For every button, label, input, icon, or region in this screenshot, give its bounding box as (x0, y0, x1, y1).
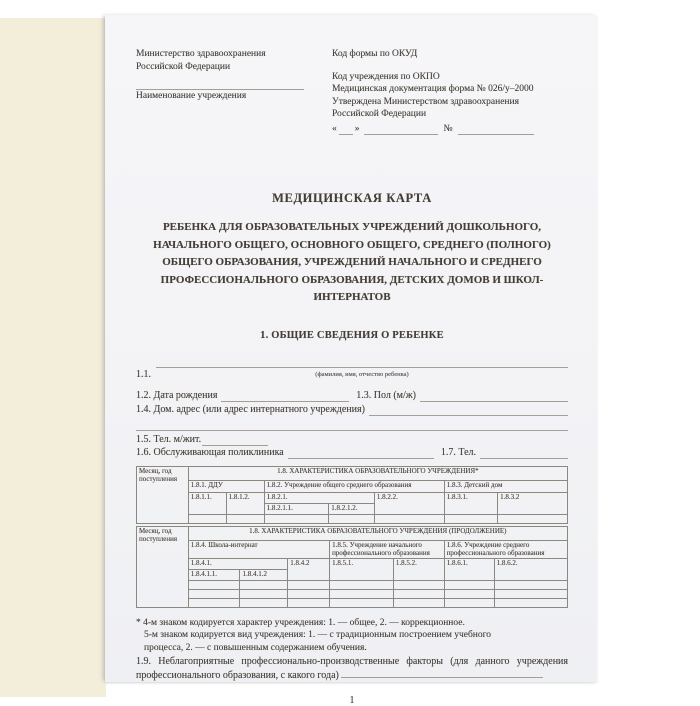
open-quote: « (332, 123, 337, 134)
empty-cell (188, 589, 240, 598)
cover-page-edge (0, 18, 106, 697)
approved-line2: Российской Федерации (332, 109, 427, 119)
table1-left-label: Месяц, год поступления (137, 466, 189, 523)
field-1-7-label: 1.7. Тел. (440, 446, 476, 458)
field-1-6-label: 1.6. Обслуживающая поликлиника (136, 446, 284, 458)
table2-header: 1.8. ХАРАКТЕРИСТИКА ОБРАЗОВАТЕЛЬНОГО УЧРЕЖДЕНИЯ (ПРОДОЛЖЕНИЕ) (188, 526, 567, 540)
code-cell: 1.8.5.1. (330, 558, 394, 580)
page-number: 1 (349, 695, 355, 706)
field-1-1-line-wrap (156, 356, 568, 381)
empty-cell (188, 580, 240, 589)
code-cell: 1.8.3.1. (444, 492, 497, 514)
empty-cell (240, 580, 288, 589)
empty-cell (226, 514, 264, 523)
empty-cell (393, 598, 444, 607)
field-1-4-line (369, 404, 568, 416)
empty-cell (288, 598, 330, 607)
empty-cell (288, 589, 330, 598)
header-right-block (332, 48, 568, 135)
okud-code-label: Код формы по ОКУД (332, 49, 418, 59)
field-1-1-caption: (фамилия, имя, отчество ребенка) (315, 370, 409, 378)
empty-cell (393, 589, 444, 598)
field-1-5-label: 1.5. Тел. м/жит. (136, 433, 202, 445)
doc-form-number: Медицинская документация форма № 026/у–2000 (332, 84, 534, 94)
table1-header: 1.8. ХАРАКТЕРИСТИКА ОБРАЗОВАТЕЛЬНОГО УЧРЕЖДЕНИЯ* (188, 466, 567, 480)
table2-group-boarding: 1.8.4. Школа-интернат (188, 540, 329, 558)
code-cell: 1.8.3.2 (498, 492, 568, 514)
empty-cell (330, 589, 394, 598)
empty-cell (498, 514, 568, 523)
table2-group-secondary-prof: 1.8.6. Учреждение среднего профессионального образования (444, 540, 567, 558)
number-sign: № (443, 123, 453, 134)
empty-cell (188, 598, 240, 607)
table2-left-label: Месяц, год поступления (137, 526, 189, 607)
institution-table-2 (136, 526, 568, 608)
number-blank-line (458, 124, 534, 135)
empty-cell (264, 514, 329, 523)
institution-table-1 (136, 466, 568, 524)
close-quote: » (354, 123, 360, 134)
field-row-1-2-1-3 (136, 390, 568, 402)
institution-name-line (136, 78, 304, 90)
table2-group-primary-prof: 1.8.5. Учреждение начального профессионального образования (330, 540, 445, 558)
field-1-1-line (156, 356, 568, 368)
field-1-7-line (480, 447, 568, 459)
empty-cell (288, 580, 330, 589)
field-1-5-line (202, 434, 268, 446)
section-1-heading: 1. ОБЩИЕ СВЕДЕНИЯ О РЕБЕНКЕ (260, 329, 444, 341)
field-1-9 (136, 655, 568, 682)
field-row-1-6-1-7 (136, 447, 568, 459)
empty-cell (240, 598, 288, 607)
okpo-code-label: Код учреждения по ОКПО (332, 71, 440, 82)
empty-cell (444, 580, 494, 589)
empty-cell (374, 514, 444, 523)
field-1-1-label: 1.1. (136, 368, 151, 380)
day-blank-line (339, 124, 353, 135)
form-page (105, 15, 597, 706)
code-cell: 1.8.4.2 (288, 558, 330, 580)
code-cell: 1.8.2.1.1. (264, 503, 329, 514)
empty-cell (494, 589, 567, 598)
code-cell: 1.8.5.2. (393, 558, 444, 580)
empty-cell (330, 598, 394, 607)
document-title: МЕДИЦИНСКАЯ КАРТА (272, 191, 432, 205)
month-blank-line (364, 124, 438, 135)
form-content (105, 15, 597, 706)
field-1-2-line (221, 390, 349, 402)
empty-cell (444, 514, 497, 523)
code-cell: 1.8.2.1.2. (329, 503, 375, 514)
footnote-block (136, 617, 568, 655)
field-1-9-label: 1.9. Неблагоприятные профессионально-производственные факторы (для данного учреждения профессионального образования, с какого года) (136, 656, 568, 681)
field-1-3-label: 1.3. Пол (м/ж) (356, 389, 416, 401)
institution-name-caption: Наименование учреждения (136, 91, 247, 101)
code-cell: 1.8.6.2. (494, 558, 567, 580)
field-1-6-line (288, 447, 434, 459)
empty-cell (494, 598, 567, 607)
code-cell: 1.8.4.1. (188, 558, 288, 569)
footnote-line1: * 4-м знаком кодируется характер учреждения: 1. — общее, 2. — коррекционное. (136, 617, 465, 628)
approval-date-line (332, 123, 568, 136)
form-header (136, 48, 568, 135)
field-1-4-continuation-line (136, 417, 568, 431)
code-cell: 1.8.4.1.1. (188, 569, 240, 580)
code-cell: 1.8.6.1. (444, 558, 494, 580)
field-row-1-4 (136, 404, 568, 416)
empty-cell (330, 580, 394, 589)
field-1-3-line (420, 390, 568, 402)
empty-cell (494, 580, 567, 589)
table1-group-orphanage: 1.8.3. Детский дом (444, 480, 567, 492)
code-cell: 1.8.2.1. (264, 492, 374, 503)
document-subtitle: РЕБЕНКА ДЛЯ ОБРАЗОВАТЕЛЬНЫХ УЧРЕЖДЕНИЙ ДОШКОЛЬНОГО, НАЧАЛЬНОГО ОБЩЕГО, ОСНОВНОГО ОБЩЕГО, СРЕДНЕГО (ПОЛНОГО) ОБЩЕГО ОБРАЗОВАНИЯ, УЧРЕЖДЕНИЙ НАЧАЛЬНОГО И СРЕДНЕГО ПРОФЕССИОНАЛЬНОГО ОБРАЗОВАНИЯ, ДЕТСКИХ ДОМОВ И ШКОЛ-ИНТЕРНАТОВ (153, 221, 551, 303)
empty-cell (240, 589, 288, 598)
code-cell: 1.8.2.2. (374, 492, 444, 514)
code-cell: 1.8.4.1.2 (240, 569, 288, 580)
approved-line1: Утверждена Министерством здравоохранения (332, 96, 519, 107)
code-cell: 1.8.1.1. (188, 492, 226, 514)
field-1-9-line (341, 668, 543, 678)
ministry-line2: Российской Федерации (136, 61, 231, 72)
footnote-line2: 5-м знаком кодируется вид учреждения: 1. — с традиционным построением учебного процесса, 2. — с повышенным содержанием обучения. (144, 630, 492, 653)
table1-group-school: 1.8.2. Учреждение общего среднего образования (264, 480, 444, 492)
empty-cell (329, 514, 375, 523)
field-1-1 (136, 356, 568, 381)
empty-cell (188, 514, 226, 523)
empty-cell (393, 580, 444, 589)
empty-cell (444, 589, 494, 598)
field-1-2-label: 1.2. Дата рождения (136, 389, 218, 401)
field-1-4-label: 1.4. Дом. адрес (или адрес интернатного учреждения) (136, 403, 365, 415)
code-cell: 1.8.1.2. (226, 492, 264, 514)
field-row-1-5 (136, 434, 568, 446)
empty-cell (444, 598, 494, 607)
table1-group-ddu: 1.8.1. ДДУ (188, 480, 264, 492)
ministry-line1: Министерство здравоохранения (136, 49, 266, 59)
header-left-block (136, 48, 314, 135)
